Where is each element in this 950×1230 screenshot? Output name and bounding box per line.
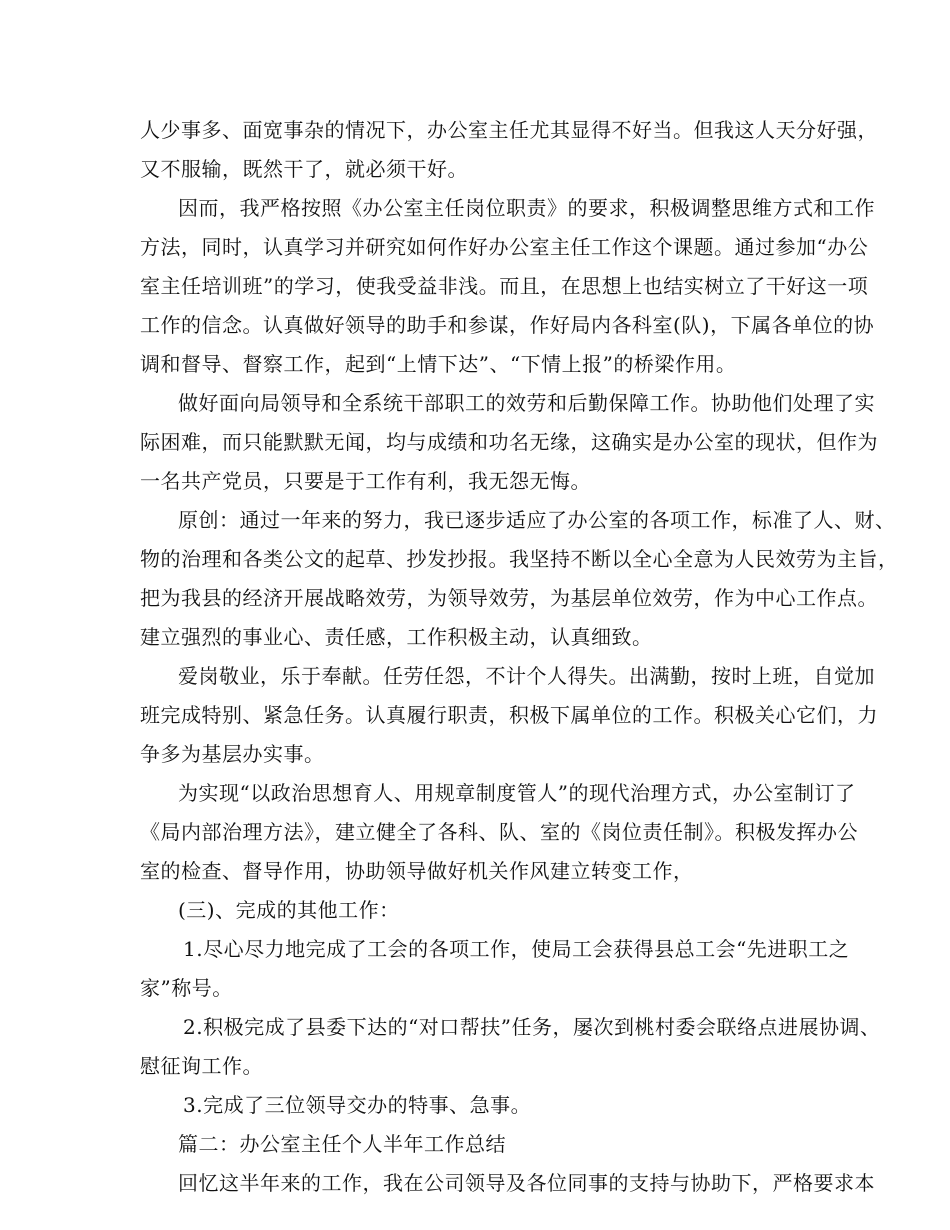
- text-line: 《局内部治理方法》，建立健全了各科、队、室的《岗位责任制》。积极发挥办公: [140, 820, 858, 844]
- text-line: 又不服输，既然干了，就必须干好。: [140, 157, 468, 181]
- text-line: 争多为基层办实事。: [140, 742, 325, 766]
- text-line: 方法，同时，认真学习并研究如何作好办公室主任工作这个课题。通过参加“办公: [140, 235, 869, 259]
- text-line: 调和督导、督察工作，起到“上情下达”、“下情上报”的桥梁作用。: [140, 352, 737, 376]
- text-line: 慰征询工作。: [140, 1054, 263, 1078]
- text-line: 2.积极完成了县委下达的“对口帮扶”任务，屡次到桃村委会联络点进展协调、: [183, 1015, 881, 1039]
- text-line: 因而，我严格按照《办公室主任岗位职责》的要求，积极调整思维方式和工作: [178, 196, 875, 220]
- text-line: 班完成特别、紧急任务。认真履行职责，积极下属单位的工作。积极关心它们，力: [140, 703, 878, 727]
- chapter-heading: 篇二：办公室主任个人半年工作总结: [178, 1132, 506, 1156]
- text-line: 室的检查、督导作用，协助领导做好机关作风建立转变工作，: [140, 859, 694, 883]
- text-line: 人少事多、面宽事杂的情况下，办公室主任尤其显得不好当。但我这人天分好强，: [140, 118, 878, 142]
- text-line: 室主任培训班”的学习，使我受益非浅。而且，在思想上也结实树立了干好这一项: [140, 274, 869, 298]
- text-line: 家”称号。: [140, 976, 233, 1000]
- text-line: 为实现“以政治思想育人、用规章制度管人”的现代治理方式，办公室制订了: [178, 781, 856, 805]
- text-line: 一名共产党员，只要是于工作有利，我无怨无悔。: [140, 469, 591, 493]
- text-line: 1.尽心尽力地完成了工会的各项工作，使局工会获得县总工会“先进职工之: [183, 937, 850, 961]
- text-line: 做好面向局领导和全系统干部职工的效劳和后勤保障工作。协助他们处理了实: [178, 391, 875, 415]
- text-line: 建立强烈的事业心、责任感，工作积极主动，认真细致。: [140, 625, 653, 649]
- text-line: 原创：通过一年来的努力，我已逐步适应了办公室的各项工作，标准了人、财、: [178, 508, 896, 532]
- text-line: 回忆这半年来的工作，我在公司领导及各位同事的支持与协助下，严格要求本: [178, 1171, 875, 1195]
- text-line: 爱岗敬业，乐于奉献。任劳任怨，不计个人得失。出满勤，按时上班，自觉加: [178, 664, 875, 688]
- text-line: 际困难，而只能默默无闻，均与成绩和功名无缘，这确实是办公室的现状，但作为: [140, 430, 878, 454]
- text-line: 3.完成了三位领导交办的特事、急事。: [183, 1093, 532, 1117]
- text-line: 把为我县的经济开展战略效劳，为领导效劳，为基层单位效劳，作为中心工作点。: [140, 586, 878, 610]
- text-line: 工作的信念。认真做好领导的助手和参谋，作好局内各科室(队)，下属各单位的协: [140, 313, 875, 337]
- section-heading: (三)、完成的其他工作：: [178, 898, 400, 922]
- text-line: 物的治理和各类公文的起草、抄发抄报。我坚持不断以全心全意为人民效劳为主旨，: [140, 547, 899, 571]
